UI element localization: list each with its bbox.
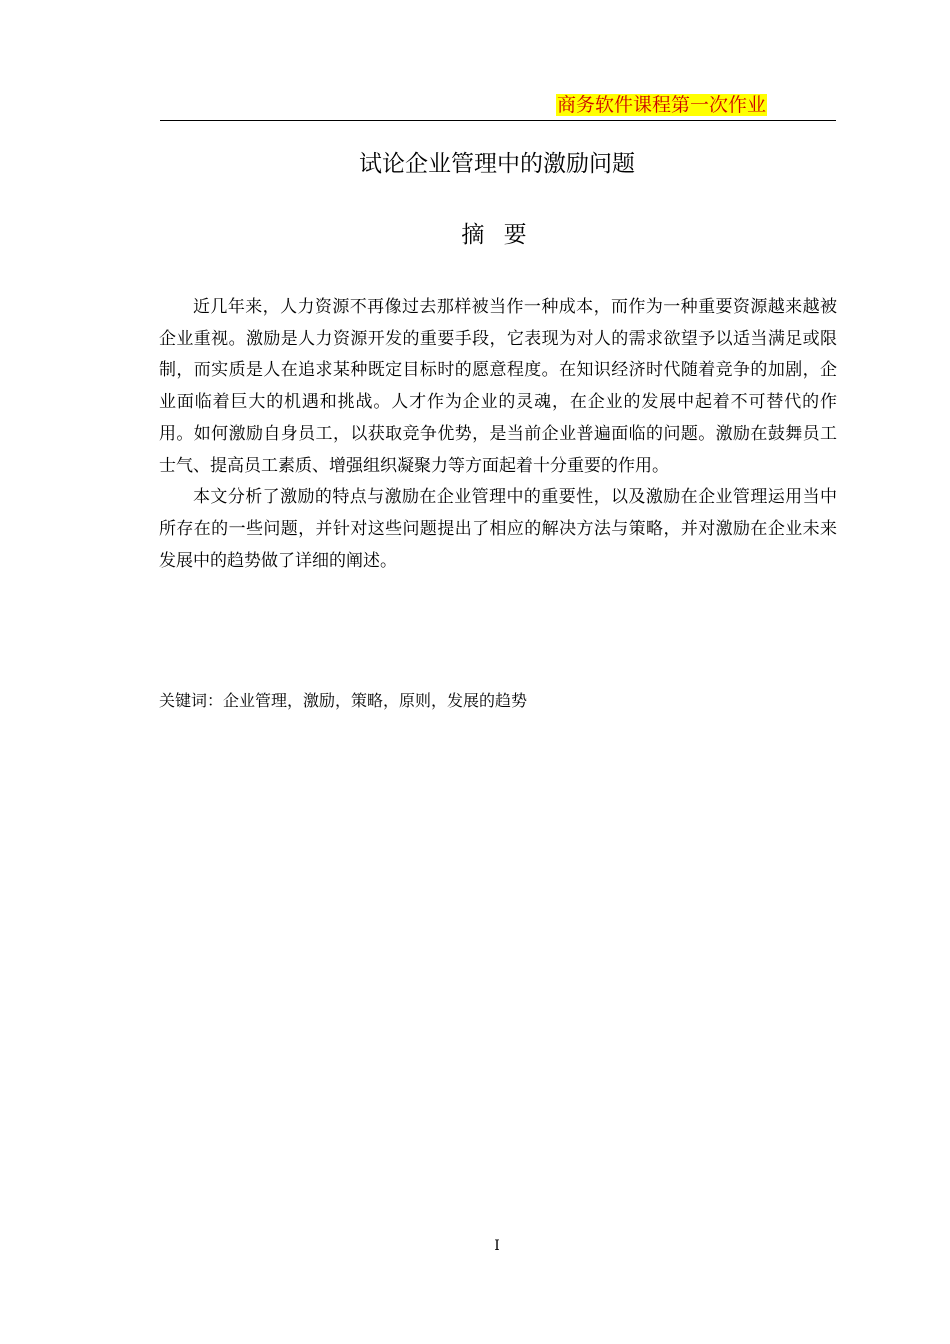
keywords-value: 企业管理，激励，策略，原则，发展的趋势 bbox=[223, 691, 528, 710]
abstract-paragraph-2: 本文分析了激励的特点与激励在企业管理中的重要性，以及激励在企业管理运用当中所存在的一些问题，并针对这些问题提出了相应的解决方法与策略，并对激励在企业未来发展中的趋势做了详细的阐述。 bbox=[159, 487, 837, 571]
page-number: I bbox=[494, 1238, 500, 1254]
abstract-heading: 摘 要 bbox=[461, 222, 533, 248]
page-header bbox=[160, 90, 836, 121]
abstract-paragraph-1: 近几年来，人力资源不再像过去那样被当作一种成本，而作为一种重要资源越来越被企业重视。激励是人力资源开发的重要手段，它表现为对人的需求欲望予以适当满足或限制，而实质是人在追求某种既定目标时的愿意程度。在知识经济时代随着竞争的加剧，企业面临着巨大的机遇和挑战。人才作为企业的灵魂，在企业的发展中起着不可替代的作用。如何激励自身员工，以获取竞争优势，是当前企业普遍面临的问题。激励在鼓舞员工士气、提高员工素质、增强组织凝聚力等方面起着十分重要的作用。 bbox=[159, 297, 837, 476]
keywords-line bbox=[159, 689, 527, 713]
header-course-label: 商务软件课程第一次作业 bbox=[557, 94, 767, 116]
document-title: 试论企业管理中的激励问题 bbox=[359, 151, 635, 177]
keywords-label: 关键词： bbox=[159, 691, 224, 710]
abstract-body bbox=[159, 292, 837, 577]
